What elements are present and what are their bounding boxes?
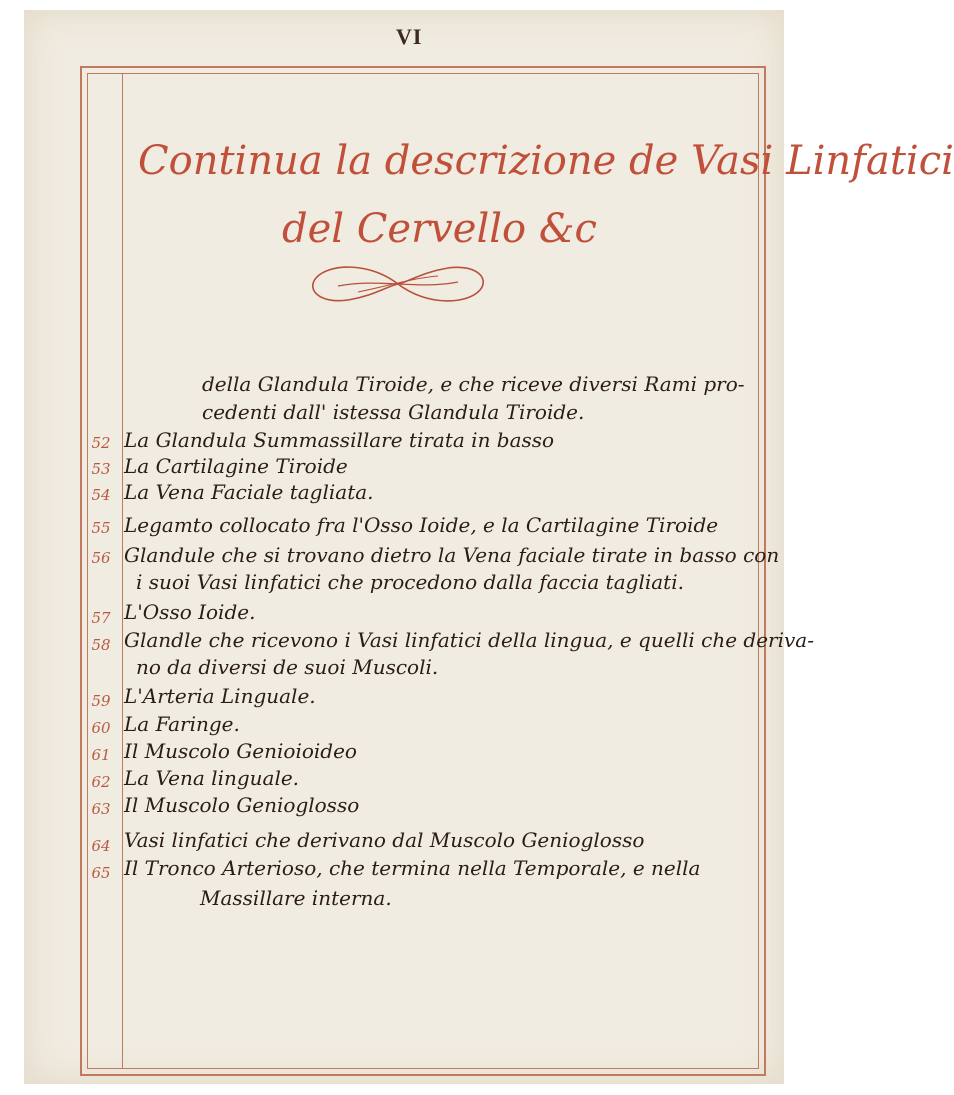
entry-number: 57 xyxy=(91,609,111,627)
entry-text: La Vena Faciale tagliata. xyxy=(124,480,374,504)
entry-text: Il Muscolo Genioioideo xyxy=(124,739,357,763)
entry-number: 62 xyxy=(91,773,111,791)
entry-text: Il Muscolo Genioglosso xyxy=(124,793,360,817)
entry-number: 52 xyxy=(91,434,111,452)
entry-number: 53 xyxy=(91,460,111,478)
entry-text-continuation: Massillare interna. xyxy=(200,886,392,910)
entry-number: 60 xyxy=(91,719,111,737)
entry-text: Legamto collocato fra l'Osso Ioide, e la Cartilagine Tiroide xyxy=(124,513,719,537)
entry-number: 65 xyxy=(91,864,111,882)
page-title-line-1: Continua la descrizione de Vasi Linfatici xyxy=(138,138,954,184)
entry-text: La Cartilagine Tiroide xyxy=(124,454,348,478)
intro-line-1: della Glandula Tiroide, e che riceve diversi Rami pro- xyxy=(202,372,745,396)
entry-number: 55 xyxy=(91,519,111,537)
entry-text: L'Arteria Linguale. xyxy=(124,684,316,708)
entry-text: La Vena linguale. xyxy=(124,766,300,790)
entry-text: La Faringe. xyxy=(124,712,240,736)
entry-number: 63 xyxy=(91,800,111,818)
entry-text: Glandule che si trovano dietro la Vena faciale tirate in basso con xyxy=(124,543,780,567)
entry-text: L'Osso Ioide. xyxy=(124,600,256,624)
intro-line-2: cedenti dall' istessa Glandula Tiroide. xyxy=(202,400,585,424)
entry-number: 61 xyxy=(91,746,111,764)
page-title-line-2: del Cervello &c xyxy=(282,206,597,252)
entry-text: Vasi linfatici che derivano dal Muscolo Genioglosso xyxy=(124,828,645,852)
entry-number: 58 xyxy=(91,636,111,654)
entry-text-continuation: no da diversi de suoi Muscoli. xyxy=(136,655,439,679)
entry-text: Glandle che ricevono i Vasi linfatici della lingua, e quelli che deriva- xyxy=(124,628,814,652)
entry-number: 54 xyxy=(91,486,111,504)
entry-text: La Glandula Summassillare tirata in basso xyxy=(124,428,555,452)
entry-text: Il Tronco Arterioso, che termina nella Temporale, e nella xyxy=(124,856,701,880)
entry-text-continuation: i suoi Vasi linfatici che procedono dalla faccia tagliati. xyxy=(136,570,684,594)
margin-rule xyxy=(122,73,123,1069)
entry-number: 64 xyxy=(91,837,111,855)
decorative-flourish xyxy=(298,256,498,312)
entry-number: 59 xyxy=(91,692,111,710)
entry-number: 56 xyxy=(91,549,111,567)
folio-number: VI xyxy=(396,24,423,49)
